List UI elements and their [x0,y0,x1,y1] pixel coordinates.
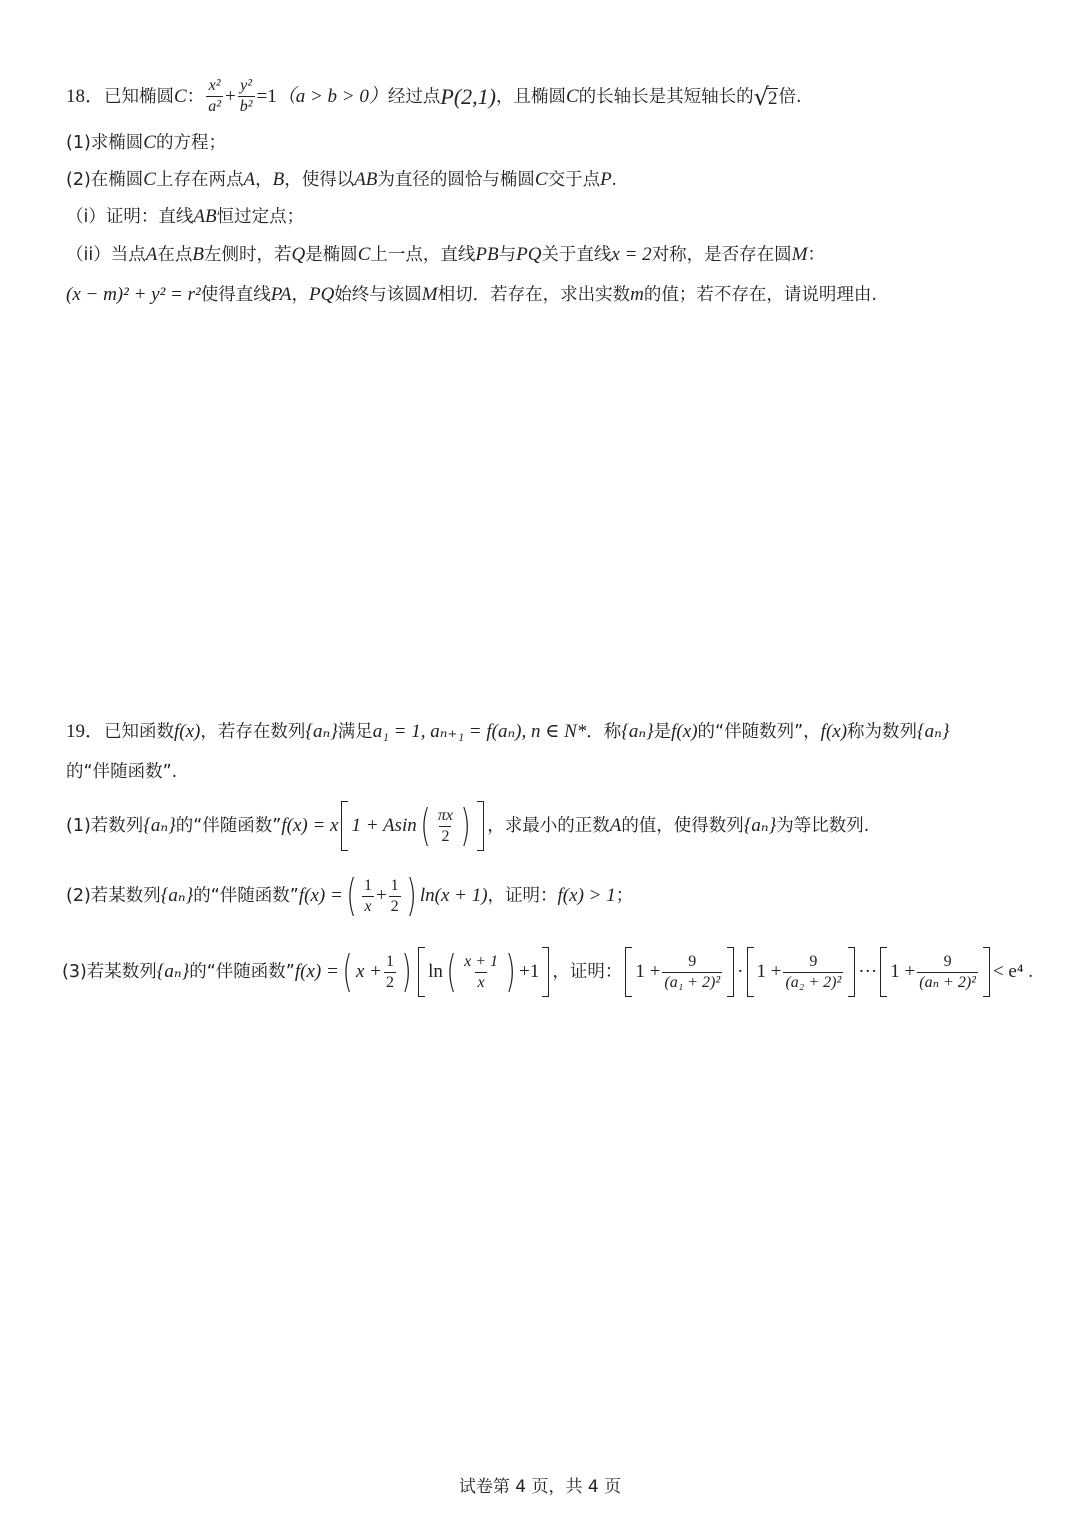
math-text: +1 [519,961,540,982]
q19-text: 满足 [337,722,373,742]
math-var: 1 + Asin [351,815,417,836]
q18-text: 与 [498,245,517,265]
right-bracket [477,801,484,851]
q19-text: 是 [653,722,672,742]
math-var: C [143,169,156,190]
frac-num: 1 [363,876,372,894]
q19-text: 的“伴随函数” [193,886,299,906]
math-var: PA [270,284,292,305]
right-bracket [983,947,990,997]
math-var: f(x) = [298,885,343,906]
frac-num: y² [240,77,253,94]
q19-text: 称为数列 [847,722,918,742]
q19-text: (2)若某数列 [66,886,161,906]
left-bracket [341,801,348,851]
q19-line-2 [66,758,177,786]
math-text: =1 [256,85,277,107]
math-var: f(x) [671,721,698,742]
q18-text: 为直径的圆恰与椭圆 [377,170,535,190]
left-bracket [880,947,887,997]
q18-text: 经过点 [387,86,441,107]
q19-text: ，若存在数列 [200,722,306,742]
right-bracket [542,947,549,997]
math-var: P [600,169,612,190]
q18-part-2ii-cont [66,281,877,309]
frac-num: 9 [943,952,952,970]
q19-line-1 [66,718,949,746]
q19-text: ，证明： [552,962,623,982]
math-var: {aₙ} [743,815,777,836]
q18-part-2ii [66,241,825,269]
q18-text: 是椭圆 [305,245,358,265]
q18-text: （i）证明：直线 [66,207,194,227]
math-var: {aₙ} [621,721,654,742]
math-text: 1 + [756,961,782,982]
frac-num: x² [208,77,221,94]
q18-text: 使得直线 [200,285,271,305]
left-bracket [418,947,425,997]
q18-text: 上存在两点 [155,170,244,190]
fraction [917,954,978,991]
q18-text: ： [807,245,826,265]
math-var: (x − m)² + y² = r² [66,284,201,305]
math-text: （a > b > 0） [276,85,388,107]
frac-den: (a₁ + 2)² [664,973,721,991]
math-var: A [145,244,158,265]
q18-text: (1)求椭圆 [66,133,144,153]
q19-text: 的值，使得数列 [621,816,744,836]
math-var: B [272,169,285,190]
frac-den: a² [208,98,221,115]
q19-text: 的“伴随函数” [189,962,295,982]
q19-text: ，求最小的正数 [487,816,610,836]
q18-part-2i [66,203,304,231]
fraction [362,878,374,915]
fraction [389,878,401,915]
fraction [206,78,223,115]
q18-text: ，使得以 [284,170,355,190]
math-var: x + [355,961,382,982]
frac-den: (aₙ + 2)² [919,973,976,991]
math-var: {aₙ} [156,961,190,982]
math-var: f(x) = [294,961,339,982]
frac-num: x + 1 [464,952,498,970]
q18-text: 左侧时，若 [203,245,292,265]
math-var: {aₙ} [305,721,338,742]
math-text: · [737,961,744,982]
math-var: m [630,284,644,305]
fraction [384,954,396,991]
q18-part-1 [66,129,226,157]
math-var: C [534,169,548,190]
math-var: M [791,244,808,265]
q18-text: ， [255,170,273,190]
math-var: C [357,244,371,265]
q18-text: 倍. [778,86,802,107]
math-var: {aₙ} [143,815,176,836]
math-var: AB [354,169,378,190]
frac-num: 9 [809,952,818,970]
math-text: ··· [858,961,878,982]
math-var: A [243,169,256,190]
q19-text: 的“伴随函数”. [66,762,178,782]
q19-text: (1)若数列 [66,816,144,836]
right-bracket [848,947,855,997]
q18-number: 18． [66,85,105,107]
math-var: x = 2 [611,244,652,265]
frac-den: 2 [385,973,394,991]
q19-part-2: (2)若某数列 {aₙ} 的“伴随函数” f(x) = ( $\frac{1}{x}$ + $\frac{1}{2}$ ) ln(x + 1) ，证明： f(x) > 1 ； [66,870,634,921]
math-text: 1 + [635,961,661,982]
sqrt-two: √ 2 [753,82,778,111]
math-var: AB [193,206,217,227]
q18-text: 交于点 [547,170,601,190]
q18-text: (2)在椭圆 [66,170,144,190]
q18-text: 对称，是否存在圆 [651,245,792,265]
math-var: C [174,85,187,107]
q18-text: 的方程； [155,133,226,153]
frac-den: 2 [441,827,450,845]
right-bracket [727,947,734,997]
q18-text: 始终与该圆 [334,285,422,305]
fraction [238,78,255,115]
math-var: C [143,132,156,153]
frac-den: x [477,973,485,991]
q18-text: 恒过定点； [216,207,305,227]
math-text: < e⁴ . [992,961,1033,982]
math-text: ln [428,961,443,982]
frac-num: πx [437,806,454,824]
q19-text: 已知函数 [104,722,175,742]
math-var: A [609,815,622,836]
math-var: {aₙ} [160,885,194,906]
math-var: C [565,85,579,107]
q18-text: ，且椭圆 [495,86,566,107]
math-var: f(x) = x [281,815,339,836]
math-var: a₁ = 1, aₙ₊₁ = f(aₙ), n ∈ N* [372,721,587,742]
q18-text: 上一点，直线 [370,245,476,265]
fraction [783,954,843,991]
math-text: . [611,169,617,190]
q19-number: 19． [66,721,105,742]
fraction [662,954,722,991]
q18-text: （ii）当点 [66,245,146,265]
frac-den: b² [239,98,253,115]
math-var: f(x) [820,721,848,742]
math-var: PB [475,244,499,265]
q18-text: ： [186,86,205,107]
q18-text: 的长轴长是其短轴长的 [578,86,754,107]
q19-text: ．称 [586,722,622,742]
math-var: M [421,284,438,305]
math-var: P(2,1) [440,83,496,109]
fraction [462,954,500,991]
math-var: Q [291,244,306,265]
frac-den: x [364,897,372,915]
math-text: 2 [767,87,778,109]
q18-text: 的值；若不存在，请说明理由. [643,285,877,305]
q19-part-3: (3)若某数列 {aₙ} 的“伴随函数” f(x) = ( x + $\frac{1}{2}$ ) ln ( $\frac{x + 1}{x}$ ) +1 ，证明： 1 + $\frac{9}{\text{(a₁ + 2)²}}$ · 1 + $\frac{9}{\text{(a₂ + 2)²}}$ ··· 1 + $\frac{9}{\text{(aₙ + 2)²}}$ < e⁴ . [62,946,1033,997]
q18-text: 在点 [157,245,193,265]
q19-text: (3)若某数列 [62,962,157,982]
q19-text: ，证明： [487,886,558,906]
q19-text: 的“伴随函数” [175,816,282,836]
math-var: f(x) > 1 [557,885,616,906]
q18-text: 关于直线 [541,245,612,265]
math-var: f(x) [174,721,201,742]
math-text: 1 + [890,961,916,982]
math-var: B [192,244,204,265]
left-bracket [625,947,632,997]
math-var: PQ [516,244,542,265]
q18-text: 相切．若存在，求出实数 [437,285,631,305]
q19-text: ； [615,886,634,906]
math-var: ln(x + 1) [419,885,488,906]
frac-den: (a₂ + 2)² [785,973,842,991]
q19-text: 的“伴随数列”， [697,722,821,742]
q18-line-1: 18． 已知椭圆 C ： $\frac{\text{x²}}{\text{a²}}$ + $\frac{\text{y²}}{\text{b²}}$ =1 （a > b > 0） 经过点 P(2,1) ，且椭圆 C 的长轴长是其短轴长的 √ 2 倍. [66,77,802,115]
q19-text: 为等比数列. [776,816,870,836]
fraction [436,808,455,845]
q18-text: 已知椭圆 [104,86,175,107]
frac-num: 1 [390,876,399,894]
q18-text: ， [291,285,309,305]
frac-num: 9 [688,952,697,970]
q19-part-1: (1)若数列 {aₙ} 的“伴随函数” f(x) = x 1 + Asin ( $\frac{\pi x}{2}$ ) ，求最小的正数 A 的值，使得数列 {aₙ} 为等比数列. [66,800,870,851]
left-bracket [747,947,754,997]
math-var: PQ [308,284,335,305]
q18-part-2 [66,166,616,194]
math-var: {aₙ} [917,721,950,742]
page-footer: 试卷第 4 页，共 4 页 [458,1477,622,1497]
frac-num: 1 [385,952,394,970]
frac-den: 2 [390,897,399,915]
